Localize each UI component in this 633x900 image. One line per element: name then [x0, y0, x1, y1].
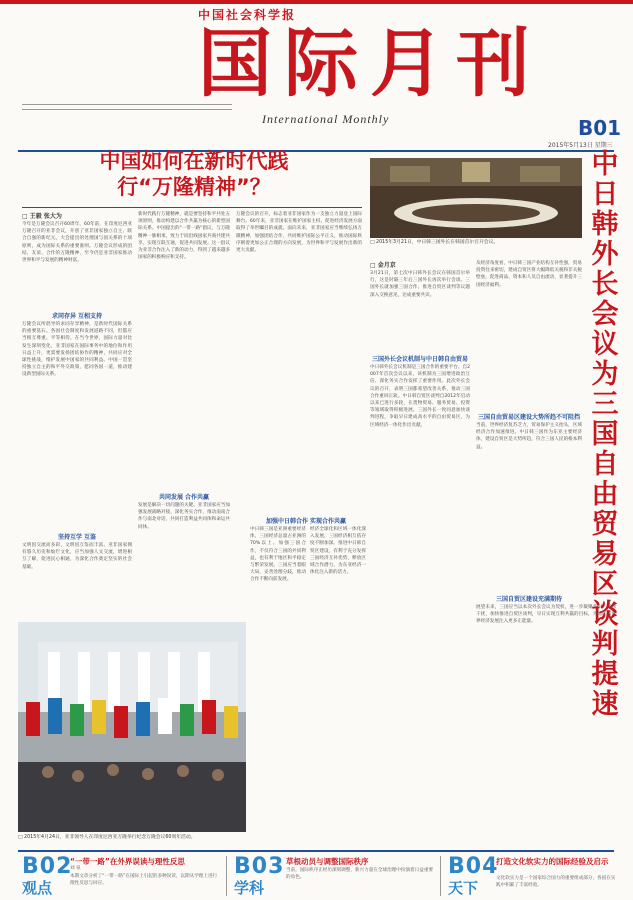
editorial-info	[22, 104, 242, 124]
right-subhead-3: 三国自贸区建设充满期待	[495, 596, 562, 603]
footer-snippet-b03: 当前，国际秩序正经历深刻调整，新兴力量在全球治理中扮演着日益重要的角色。	[286, 868, 434, 880]
footer-rule	[18, 850, 614, 852]
lead-column-3: 万隆会议的召开，标志着亚非国家作为一支独立力量登上国际舞台。60年来，亚非国家在维护国家主权、促进经济发展方面取得了举世瞩目的成就。面向未来，亚非国家应当继续弘扬万隆精神，加强团结合作，共同维护国际公平正义，推动国际秩序朝着更加公正合理的方向发展，为世界和平与发展作出新的更大贡献。	[236, 212, 362, 254]
footer-code-b03[interactable]: B03	[234, 854, 285, 879]
lead-column-2: 新时代践行万隆精神，就是要坚持和平共处五项原则，推动构建以合作共赢为核心的新型国际关系。中国提出的"一带一路"倡议，与万隆精神一脉相承，致力于同沿线国家共商共建共享，实现互联互通，促进共同发展。这一倡议为亚非合作注入了新的动力，得到了越来越多国家的积极响应和支持。	[138, 212, 230, 261]
right-column-1: 3月21日，第七次中日韩外长会议在韩国首尔举行，这是时隔三年后三国外长再次举行会谈。三国外长就加强三国合作、推进自贸区谈判等议题深入交换意见，达成重要共识。	[370, 271, 470, 298]
lead-photo-caption: □ 2015年4月24日，亚非领导人在印度尼西亚万隆举行纪念万隆会议60周年活动。	[18, 835, 196, 840]
footer-title-b04[interactable]: 打造文化软实力的国际经验及启示	[496, 857, 609, 866]
footer-author-b02: 刘 泉	[70, 866, 81, 871]
footer-name-b04[interactable]: 天下	[448, 879, 479, 897]
lead-column-1b: 万隆会议所倡导的求同存异精神，是新时代国际关系的重要基石。各国社会制度和发展道路不同，但都应当相互尊重、平等相待。在当今世界，国际力量对比发生深刻变化，亚非国家在国际事务中的地位和作用日益上升，更需要发扬团结协作的精神，共同应对全球性挑战，维护发展中国家的共同利益。中国一贯坚持独立自主的和平外交政策，愿同各国一道，推动建设新型国际关系。	[22, 322, 132, 378]
right-subhead-1: 三国外长会议机制与中日韩自由贸易	[371, 356, 468, 363]
lead-subhead-3: 共同发展 合作共赢	[158, 494, 210, 501]
footer-title-b02[interactable]: “一带一路”在外界误读与理性反思	[70, 857, 185, 866]
footer-snippet-b04: 文化软实力是一个国家综合国力的重要组成部分，各国在实践中积累了丰富经验。	[496, 876, 616, 888]
footer-divider	[226, 856, 227, 896]
lead-column-2b: 发展是解决一切问题的关键。亚非国家应当加强发展战略对接，深化务实合作，推动南南合作与南北对话，共同打造利益共同体和命运共同体。	[138, 503, 230, 530]
lead-column-1: 今年是万隆会议召开60周年，60年前，在印度尼西亚万隆召开的亚非会议，开创了亚非国家独立自主、联合自强的新纪元。大会提出的处理国与国关系的十项原则，成为国际关系的重要准则。万隆会议形成的团结、友谊、合作的万隆精神，至今仍是亚非国家推动世界和平与发展的精神财富。	[22, 222, 132, 264]
right-subhead-2: 三国自由贸易区建设大势所趋不可阻挡	[477, 414, 580, 421]
lead-subhead-1: 求同存异 互相支持	[51, 313, 103, 320]
footer-title-b03[interactable]: 草根动员与调整国际秩序	[286, 857, 369, 866]
footer-name-b02[interactable]: 观点	[22, 879, 53, 897]
headline-rule	[22, 207, 362, 208]
right-byline: □ 金月京	[370, 262, 396, 269]
masthead-title: 国际月刊	[198, 21, 542, 107]
right-column-1b: 中日韩外长会议机制是三国合作的重要平台。自2007年首次会议以来，该机制为三国增进政治互信、深化务实合作发挥了重要作用。此次外长会议的召开，表明三国都希望改善关系，推动三国合作重回正轨。中日韩自贸区谈判自2012年启动以来已进行多轮，在货物贸易、服务贸易、投资等领域取得积极进展。三国外长一致同意加快谈判进程，争取早日建成高水平的自由贸易区，为区域经济一体化作出贡献。	[370, 365, 470, 428]
footer-snippet-b02: 本期文章分析了“一带一路”在国际上引起的多种误读，以期从学理上进行理性反思与回应。	[70, 874, 218, 886]
right-column-2c: 展望未来，三国应当以本次外长会议为契机，进一步凝聚共识，排除干扰，加快推进自贸区谈判，早日实现互利共赢的目标，为地区和世界经济发展注入更多正能量。	[476, 605, 616, 625]
right-column-2: 从经济角度看，中日韩三国产业结构互补性强，贸易投资往来密切。建成自贸区将大幅降低关税和非关税壁垒，促进商品、资本和人员自由流动，显著提升三国经济福利。	[476, 261, 582, 288]
paper-name: 中国社会科学报	[198, 8, 297, 22]
lead-photo	[18, 622, 246, 832]
lead-column-1c: 文明因交流而多彩，文明因互鉴而丰富。亚非国家拥有悠久历史和灿烂文化，应当加强人文交流，增进相互了解，促进民心相通，为深化合作奠定坚实的社会基础。	[22, 543, 132, 570]
second-subhead: 加强中日韩合作 实现合作共赢	[265, 518, 347, 525]
masthead-subtitle: International Monthly	[262, 112, 390, 126]
conference-photo-caption: □ 2015年3月21日，中日韩三国外长在韩国首尔召开会议。	[370, 240, 499, 245]
second-column-1: 中日韩三国是亚洲重要经济体，三国经济总量占亚洲的70%以上。加强三国合作，不仅符合三国的共同利益，也有利于地区和平稳定与繁荣发展。三国应当着眼大局，妥善处理分歧，推动合作不断向前发展。	[250, 527, 306, 583]
right-column-2b: 当前，世界经济复苏乏力，贸易保护主义抬头，区域经济合作加速推进。中日韩三国作为东亚主要经济体，建设自贸区是大势所趋，符合三国人民的根本利益。	[476, 423, 582, 450]
right-feature-headline: 中日韩外长会议为三国自由贸易区谈判提速	[591, 149, 619, 720]
issue-date: 2015年5月13日 星期三	[548, 142, 613, 149]
footer-code-b02[interactable]: B02	[22, 854, 73, 879]
second-column-2: 经济全球化和区域一体化深入发展，三国经济相互依存度不断加深。推进中日韩自贸区建设，有利于充分发挥三国经济互补优势，释放区域合作潜力，为东亚经济一体化注入新的活力。	[310, 527, 366, 576]
lead-byline: □ 王毅 张大为	[22, 213, 62, 220]
top-rule	[0, 0, 633, 4]
footer-code-b04[interactable]: B04	[448, 854, 499, 879]
footer-divider	[440, 856, 441, 896]
conference-photo	[370, 158, 582, 238]
footer-name-b03[interactable]: 学科	[234, 879, 265, 897]
lead-headline: 中国如何在新时代践行“万隆精神”？	[99, 149, 289, 199]
lead-subhead-2: 坚持互学 互鉴	[57, 534, 97, 541]
page-number: B01	[578, 116, 622, 140]
